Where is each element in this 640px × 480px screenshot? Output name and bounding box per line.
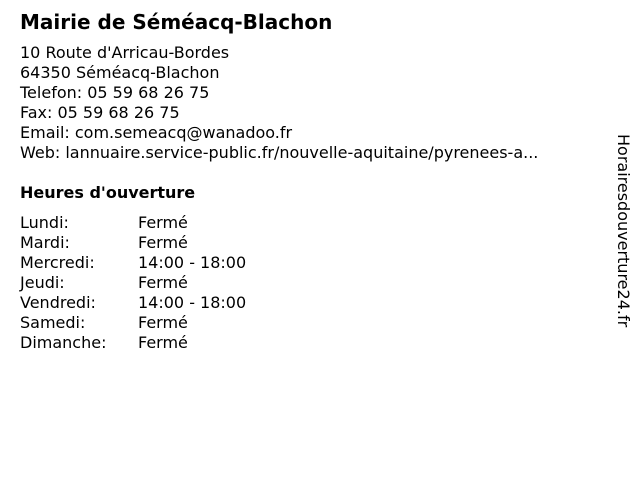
hours-row-friday [20, 293, 246, 313]
day-hours: Fermé [138, 273, 188, 292]
hours-row-saturday [20, 313, 246, 333]
day-label: Jeudi: [20, 273, 65, 292]
hours-row-sunday [20, 333, 246, 353]
address-city: 64350 Séméacq-Blachon [20, 63, 220, 82]
brand-watermark: Horairesdouverture24.fr [614, 134, 633, 328]
phone-number: Telefon: 05 59 68 26 75 [20, 83, 210, 102]
day-label: Samedi: [20, 313, 86, 332]
day-hours: Fermé [138, 233, 188, 252]
page-title: Mairie de Séméacq-Blachon [20, 10, 333, 34]
hours-row-monday [20, 213, 246, 233]
hours-row-wednesday [20, 253, 246, 273]
email-address: Email: com.semeacq@wanadoo.fr [20, 123, 293, 142]
fax-number: Fax: 05 59 68 26 75 [20, 103, 180, 122]
day-label: Mercredi: [20, 253, 95, 272]
hours-row-thursday [20, 273, 246, 293]
day-label: Lundi: [20, 213, 69, 232]
website-url: Web: lannuaire.service-public.fr/nouvelle-aquitaine/pyrenees-a... [20, 143, 539, 162]
day-hours: Fermé [138, 213, 188, 232]
opening-hours-heading: Heures d'ouverture [20, 183, 196, 202]
day-label: Mardi: [20, 233, 70, 252]
opening-hours-table [20, 213, 246, 353]
contact-info [20, 43, 538, 163]
hours-row-tuesday [20, 233, 246, 253]
address-street: 10 Route d'Arricau-Bordes [20, 43, 230, 62]
day-hours: 14:00 - 18:00 [138, 253, 247, 272]
day-label: Dimanche: [20, 333, 107, 352]
day-hours: Fermé [138, 333, 188, 352]
day-hours: 14:00 - 18:00 [138, 293, 247, 312]
day-label: Vendredi: [20, 293, 96, 312]
day-hours: Fermé [138, 313, 188, 332]
